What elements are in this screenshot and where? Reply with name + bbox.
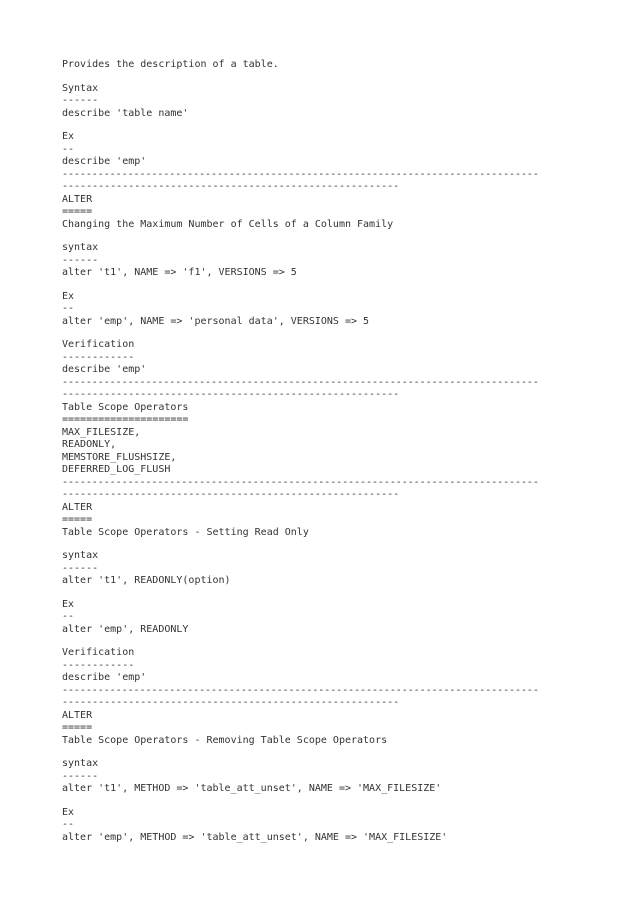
separator-rule: --------------------------------------------------------------------------------: [62, 376, 539, 388]
syntax-label: syntax: [62, 242, 99, 253]
example-underline: --: [62, 143, 75, 155]
syntax-label: Syntax: [62, 82, 99, 94]
separator-rule-continued: --------------------------------------------------------: [62, 389, 400, 400]
section-heading-underline: =====: [62, 722, 93, 733]
example-command: describe 'emp': [62, 156, 147, 167]
spacer: [62, 280, 582, 291]
intro-text: Provides the description of a table.: [62, 59, 279, 70]
spacer: [62, 747, 582, 758]
example-underline: --: [62, 819, 75, 830]
section-heading: ALTER: [62, 193, 93, 205]
separator-rule: --------------------------------------------------------------------------------: [62, 476, 539, 488]
syntax-command: alter 't1', NAME => 'f1', VERSIONS => 5: [62, 267, 297, 278]
section-title: Table Scope Operators: [62, 401, 189, 413]
section-title-underline: =====================: [62, 414, 189, 425]
syntax-command: describe 'table name': [62, 107, 189, 119]
section-heading-underline: =====: [62, 514, 93, 525]
separator-rule: --------------------------------------------------------------------------------: [62, 168, 539, 180]
example-underline: --: [62, 303, 75, 314]
example-command: alter 'emp', METHOD => 'table_att_unset', NAME => 'MAX_FILESIZE': [62, 831, 448, 843]
spacer: [62, 588, 582, 599]
syntax-underline: ------: [62, 254, 99, 266]
section-heading: ALTER: [62, 709, 93, 721]
section-title: Changing the Maximum Number of Cells of a Column Family: [62, 218, 394, 230]
example-command: alter 'emp', NAME => 'personal data', VERSIONS => 5: [62, 315, 370, 327]
verification-underline: ------------: [62, 351, 135, 363]
example-label: Ex: [62, 806, 75, 818]
syntax-underline: ------: [62, 95, 99, 106]
syntax-command: alter 't1', METHOD => 'table_att_unset', NAME => 'MAX_FILESIZE': [62, 783, 442, 794]
spacer: [62, 120, 582, 131]
syntax-label: syntax: [62, 758, 99, 769]
spacer: [62, 72, 582, 83]
example-label: Ex: [62, 290, 75, 302]
operator-item: READONLY,: [62, 439, 117, 450]
spacer: [62, 328, 582, 339]
spacer: [62, 539, 582, 550]
separator-rule: --------------------------------------------------------------------------------: [62, 684, 539, 696]
example-label: Ex: [62, 598, 75, 610]
spacer: [62, 636, 582, 647]
syntax-underline: ------: [62, 562, 99, 574]
example-command: alter 'emp', READONLY: [62, 623, 189, 635]
verification-underline: ------------: [62, 659, 135, 671]
operator-item: MEMSTORE_FLUSHSIZE,: [62, 451, 177, 463]
spacer: [62, 231, 582, 242]
separator-rule-continued: --------------------------------------------------------: [62, 181, 400, 192]
verification-command: describe 'emp': [62, 672, 147, 683]
separator-rule-continued: --------------------------------------------------------: [62, 697, 400, 708]
verification-label: Verification: [62, 647, 135, 658]
verification-command: describe 'emp': [62, 364, 147, 375]
section-heading-underline: =====: [62, 206, 93, 217]
operator-item: DEFERRED_LOG_FLUSH: [62, 464, 171, 475]
operator-item: MAX_FILESIZE,: [62, 426, 141, 438]
document-page: [62, 59, 582, 844]
separator-rule-continued: --------------------------------------------------------: [62, 489, 400, 500]
syntax-underline: ------: [62, 770, 99, 782]
syntax-command: alter 't1', READONLY(option): [62, 575, 231, 586]
spacer: [62, 796, 582, 807]
example-label: Ex: [62, 131, 75, 142]
verification-label: Verification: [62, 339, 135, 350]
section-title: Table Scope Operators - Removing Table Scope Operators: [62, 734, 388, 746]
syntax-label: syntax: [62, 550, 99, 561]
section-title: Table Scope Operators - Setting Read Only: [62, 526, 309, 538]
section-heading: ALTER: [62, 501, 93, 513]
example-underline: --: [62, 611, 75, 622]
